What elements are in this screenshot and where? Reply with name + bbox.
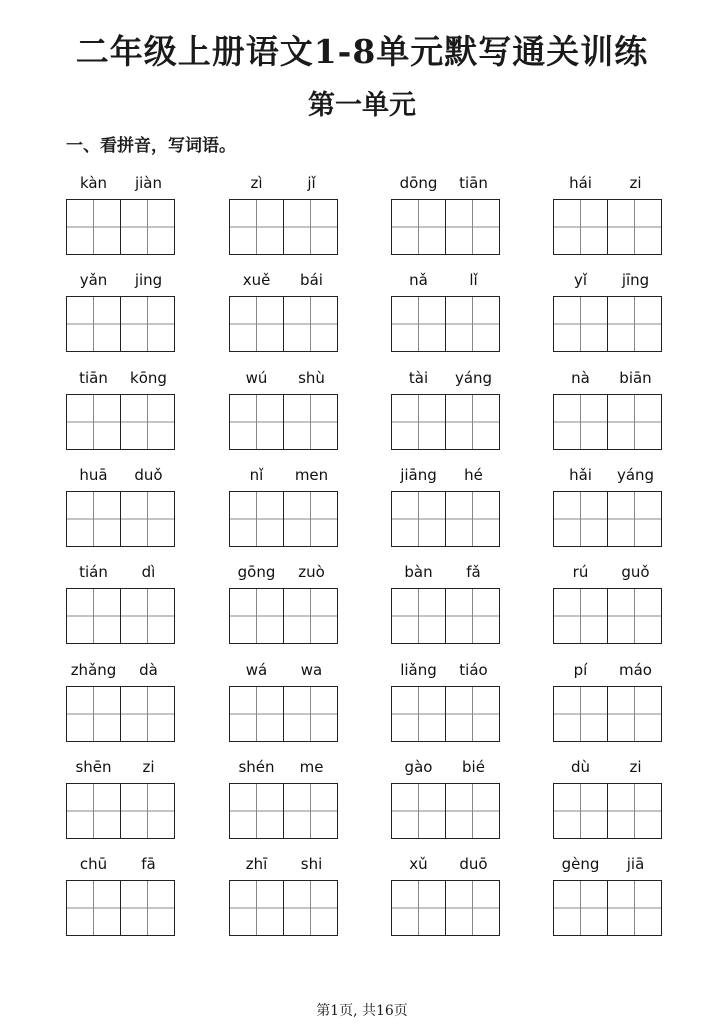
pinyin-label: dà [139, 661, 158, 679]
word-item [553, 757, 663, 841]
word-item [553, 465, 663, 549]
writing-box[interactable] [445, 686, 500, 742]
pinyin-label: huā [79, 466, 108, 484]
word-item [553, 562, 663, 646]
writing-box[interactable] [283, 199, 338, 255]
word-item [391, 270, 501, 354]
writing-box[interactable] [66, 880, 121, 936]
writing-box[interactable] [229, 880, 284, 936]
word-item [229, 368, 339, 452]
word-item [229, 270, 339, 354]
pinyin-label: bié [462, 758, 485, 776]
word-item [66, 173, 176, 257]
word-item [391, 660, 501, 744]
pinyin-label: wú [245, 369, 268, 387]
writing-box[interactable] [66, 491, 121, 547]
pinyin-label: xǔ [409, 855, 428, 873]
writing-box[interactable] [283, 491, 338, 547]
word-item [229, 854, 339, 938]
writing-box[interactable] [66, 783, 121, 839]
word-item [66, 854, 176, 938]
writing-box[interactable] [553, 491, 608, 547]
page-footer: 第1页, 共16页 [316, 1003, 408, 1019]
pinyin-label: lǐ [469, 271, 478, 289]
writing-box[interactable] [553, 296, 608, 352]
writing-box[interactable] [120, 880, 175, 936]
pinyin-label: wá [245, 661, 268, 679]
word-item [553, 173, 663, 257]
writing-box[interactable] [607, 783, 662, 839]
word-item [66, 660, 176, 744]
writing-box[interactable] [283, 588, 338, 644]
writing-box[interactable] [283, 394, 338, 450]
pinyin-label: zi [629, 758, 642, 776]
pinyin-label: duō [459, 855, 488, 873]
pinyin-label: wa [300, 661, 323, 679]
word-item [66, 757, 176, 841]
pinyin-label: jiāng [400, 466, 437, 484]
writing-box[interactable] [229, 686, 284, 742]
writing-box[interactable] [607, 296, 662, 352]
writing-box[interactable] [391, 686, 446, 742]
word-item [391, 173, 501, 257]
word-item [391, 854, 501, 938]
pinyin-label: yǎn [79, 271, 108, 289]
writing-box[interactable] [120, 199, 175, 255]
writing-box[interactable] [553, 394, 608, 450]
writing-box[interactable] [229, 491, 284, 547]
word-item [229, 757, 339, 841]
pinyin-label: shēn [75, 758, 112, 776]
writing-box[interactable] [66, 199, 121, 255]
writing-box[interactable] [607, 880, 662, 936]
writing-box[interactable] [445, 783, 500, 839]
pinyin-label: bàn [404, 563, 433, 581]
writing-box[interactable] [607, 686, 662, 742]
word-item [229, 562, 339, 646]
pinyin-label: liǎng [400, 661, 437, 679]
writing-box[interactable] [229, 588, 284, 644]
writing-box[interactable] [445, 199, 500, 255]
writing-box[interactable] [391, 491, 446, 547]
writing-box[interactable] [445, 588, 500, 644]
writing-box[interactable] [391, 199, 446, 255]
word-item [66, 465, 176, 549]
word-item [391, 465, 501, 549]
pinyin-label: xuě [242, 271, 271, 289]
pinyin-label: tián [79, 563, 108, 581]
pinyin-label: yáng [454, 369, 493, 387]
pinyin-label: jiàn [134, 174, 163, 192]
pinyin-label: hái [569, 174, 592, 192]
pinyin-label: kōng [130, 369, 167, 387]
pinyin-label: nà [571, 369, 590, 387]
pinyin-label: kàn [79, 174, 108, 192]
pinyin-label: shi [300, 855, 323, 873]
writing-box[interactable] [553, 880, 608, 936]
pinyin-label: rú [572, 563, 589, 581]
writing-box[interactable] [283, 880, 338, 936]
pinyin-label: bái [300, 271, 323, 289]
pinyin-label: zi [629, 174, 642, 192]
pinyin-label: jīng [621, 271, 650, 289]
writing-box[interactable] [553, 686, 608, 742]
pinyin-label: dù [570, 758, 591, 776]
writing-box[interactable] [553, 199, 608, 255]
writing-box[interactable] [66, 686, 121, 742]
pinyin-label: nǐ [249, 466, 264, 484]
pinyin-label: guǒ [621, 563, 650, 581]
pinyin-label: duǒ [134, 466, 163, 484]
writing-box[interactable] [120, 394, 175, 450]
writing-box[interactable] [283, 686, 338, 742]
pinyin-label: dì [141, 563, 156, 581]
pinyin-label: jǐ [307, 174, 316, 192]
pinyin-label: pí [573, 661, 588, 679]
word-item [553, 270, 663, 354]
word-item [553, 368, 663, 452]
pinyin-label: zi [142, 758, 155, 776]
writing-box[interactable] [391, 783, 446, 839]
writing-box[interactable] [391, 296, 446, 352]
word-item [391, 757, 501, 841]
pinyin-label: máo [619, 661, 652, 679]
pinyin-label: tài [408, 369, 429, 387]
section-heading: 一、看拼音，写词语。 [66, 136, 236, 156]
pinyin-label: jing [134, 271, 163, 289]
pinyin-label: fā [141, 855, 156, 873]
word-item [66, 562, 176, 646]
pinyin-label: dōng [399, 174, 438, 192]
writing-box[interactable] [120, 588, 175, 644]
word-item [553, 854, 663, 938]
pinyin-label: me [299, 758, 324, 776]
pinyin-label: gào [404, 758, 433, 776]
pinyin-label: tiān [79, 369, 108, 387]
writing-box[interactable] [553, 783, 608, 839]
word-item [391, 562, 501, 646]
pinyin-label: tiān [459, 174, 488, 192]
writing-box[interactable] [66, 588, 121, 644]
pinyin-label: nǎ [409, 271, 428, 289]
writing-box[interactable] [391, 880, 446, 936]
pinyin-label: yǐ [573, 271, 588, 289]
word-item [66, 368, 176, 452]
pinyin-label: zuò [298, 563, 325, 581]
pinyin-label: hǎi [569, 466, 592, 484]
pinyin-label: jiā [626, 855, 645, 873]
writing-box[interactable] [120, 686, 175, 742]
word-item [391, 368, 501, 452]
pinyin-label: yáng [616, 466, 655, 484]
writing-box[interactable] [553, 588, 608, 644]
writing-box[interactable] [229, 199, 284, 255]
writing-box[interactable] [391, 588, 446, 644]
pinyin-label: zhǎng [70, 661, 117, 679]
pinyin-label: shén [238, 758, 275, 776]
writing-box[interactable] [445, 296, 500, 352]
writing-box[interactable] [229, 783, 284, 839]
pinyin-label: tiáo [459, 661, 488, 679]
word-item [553, 660, 663, 744]
writing-box[interactable] [120, 783, 175, 839]
word-item [229, 465, 339, 549]
writing-box[interactable] [229, 296, 284, 352]
pinyin-label: zì [250, 174, 263, 192]
writing-box[interactable] [283, 296, 338, 352]
writing-box[interactable] [445, 491, 500, 547]
pinyin-label: biān [619, 369, 652, 387]
pinyin-label: chū [79, 855, 108, 873]
pinyin-label: shù [298, 369, 325, 387]
pinyin-label: gōng [237, 563, 276, 581]
pinyin-label: men [294, 466, 329, 484]
writing-box[interactable] [120, 296, 175, 352]
unit-title: 第一单元 [308, 90, 416, 121]
writing-box[interactable] [445, 880, 500, 936]
writing-box[interactable] [607, 394, 662, 450]
writing-box[interactable] [445, 394, 500, 450]
word-item [229, 660, 339, 744]
writing-box[interactable] [607, 491, 662, 547]
writing-box[interactable] [66, 394, 121, 450]
word-item [229, 173, 339, 257]
page-title: 二年级上册语文1-8单元默写通关训练 [75, 32, 649, 71]
pinyin-label: gèng [561, 855, 600, 873]
writing-box[interactable] [607, 199, 662, 255]
pinyin-label: zhī [245, 855, 268, 873]
pinyin-label: fǎ [466, 563, 481, 581]
writing-box[interactable] [229, 394, 284, 450]
writing-box[interactable] [607, 588, 662, 644]
writing-box[interactable] [120, 491, 175, 547]
pinyin-label: hé [464, 466, 483, 484]
writing-box[interactable] [66, 296, 121, 352]
writing-box[interactable] [283, 783, 338, 839]
writing-box[interactable] [391, 394, 446, 450]
word-item [66, 270, 176, 354]
